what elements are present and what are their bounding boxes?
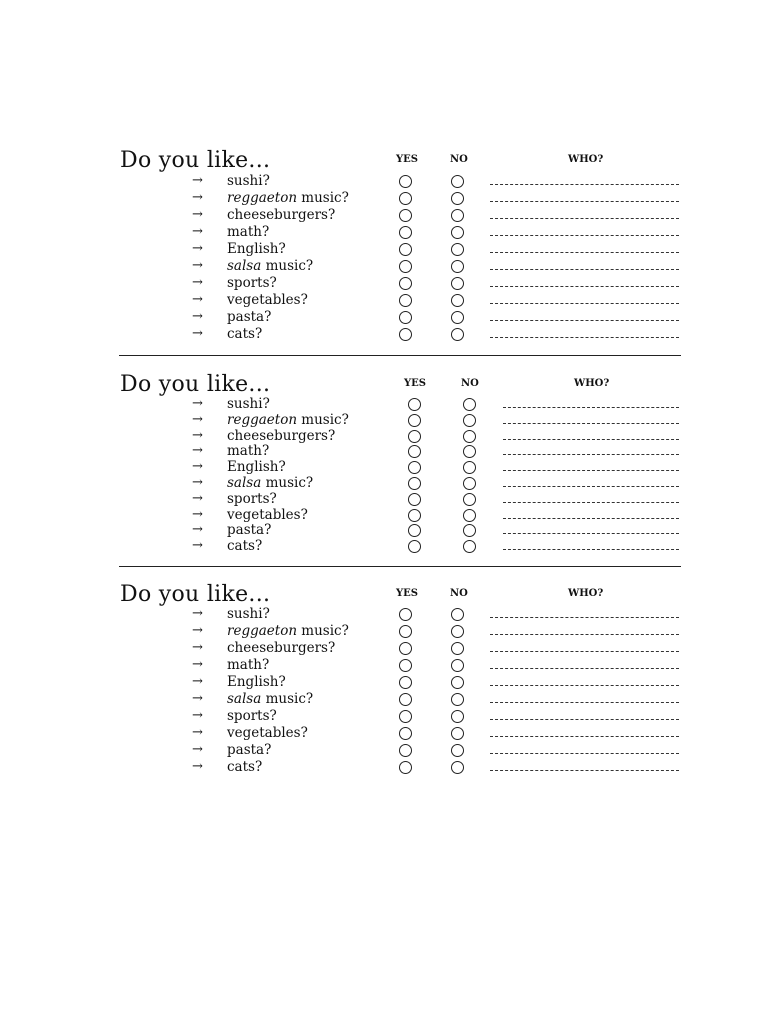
question-text	[227, 396, 270, 412]
question-label: music?	[261, 475, 314, 491]
arrow-icon: →	[192, 326, 203, 341]
question-text	[227, 326, 262, 342]
arrow-icon: →	[192, 538, 203, 554]
yes-radio[interactable]	[399, 625, 412, 638]
no-radio[interactable]	[451, 608, 464, 621]
yes-radio[interactable]	[399, 243, 412, 256]
question-label: music?	[297, 411, 349, 428]
question-row	[0, 396, 768, 413]
arrow-icon: →	[192, 411, 203, 427]
no-radio[interactable]	[451, 226, 464, 239]
arrow-icon: →	[192, 674, 203, 689]
arrow-icon: →	[192, 725, 203, 740]
yes-radio[interactable]	[399, 761, 412, 774]
who-answer-line[interactable]	[503, 533, 679, 534]
who-answer-line[interactable]	[490, 668, 679, 669]
yes-radio[interactable]	[408, 493, 421, 506]
no-column-header: NO	[461, 378, 479, 389]
question-text	[227, 443, 269, 459]
yes-radio[interactable]	[399, 226, 412, 239]
arrow-icon: →	[192, 207, 203, 222]
question-text	[227, 475, 313, 491]
no-radio[interactable]	[451, 761, 464, 774]
question-text	[227, 275, 277, 291]
who-answer-line[interactable]	[490, 269, 679, 270]
arrow-icon: →	[192, 708, 203, 723]
question-row	[0, 224, 768, 241]
question-row	[0, 640, 768, 657]
arrow-icon: →	[192, 657, 203, 672]
question-italic-word: salsa	[227, 475, 262, 491]
yes-radio[interactable]	[399, 277, 412, 290]
question-text	[227, 623, 349, 639]
no-column-header: NO	[450, 588, 468, 599]
yes-radio[interactable]	[408, 540, 421, 553]
no-radio[interactable]	[451, 744, 464, 757]
question-text	[227, 241, 286, 257]
arrow-icon: →	[192, 396, 203, 411]
no-radio[interactable]	[451, 311, 464, 324]
no-radio[interactable]	[451, 693, 464, 706]
question-row	[0, 691, 768, 708]
question-label: cheeseburgers?	[227, 640, 336, 656]
question-text	[227, 708, 277, 724]
no-radio[interactable]	[451, 642, 464, 655]
question-label: English?	[227, 459, 286, 476]
question-row	[0, 241, 768, 258]
question-label: sushi?	[227, 396, 270, 412]
who-answer-line[interactable]	[490, 184, 679, 185]
who-answer-line[interactable]	[503, 470, 679, 471]
question-label: math?	[227, 224, 270, 240]
question-text	[227, 258, 313, 274]
arrow-icon: →	[192, 459, 203, 475]
who-column-header: WHO?	[568, 588, 604, 599]
question-label: English?	[227, 241, 286, 257]
who-answer-line[interactable]	[503, 502, 679, 503]
no-radio[interactable]	[451, 243, 464, 256]
yes-radio[interactable]	[408, 398, 421, 411]
who-answer-line[interactable]	[490, 770, 679, 771]
yes-radio[interactable]	[399, 710, 412, 723]
question-row	[0, 623, 768, 640]
who-answer-line[interactable]	[490, 685, 679, 686]
who-answer-line[interactable]	[503, 486, 679, 487]
question-text	[227, 190, 349, 206]
who-answer-line[interactable]	[490, 201, 679, 202]
who-answer-line[interactable]	[490, 286, 679, 287]
question-label: cheeseburgers?	[227, 427, 336, 444]
question-row	[0, 173, 768, 190]
question-text	[227, 173, 270, 189]
question-row	[0, 507, 768, 524]
yes-radio[interactable]	[399, 693, 412, 706]
yes-radio[interactable]	[408, 461, 421, 474]
section-divider	[119, 566, 681, 567]
question-text	[227, 459, 286, 475]
arrow-icon: →	[192, 173, 203, 188]
yes-radio[interactable]	[399, 175, 412, 188]
question-text	[227, 412, 349, 428]
arrow-icon: →	[192, 691, 203, 706]
question-row	[0, 459, 768, 476]
no-radio[interactable]	[463, 430, 476, 443]
question-label: sushi?	[227, 606, 270, 622]
question-text	[227, 725, 308, 741]
no-radio[interactable]	[463, 414, 476, 427]
question-text	[227, 522, 271, 538]
section-divider	[119, 355, 681, 356]
who-answer-line[interactable]	[490, 634, 679, 635]
no-radio[interactable]	[451, 676, 464, 689]
question-italic-word: reggaeton	[227, 190, 298, 206]
question-label: pasta?	[227, 522, 272, 539]
arrow-icon: →	[192, 522, 203, 538]
question-label: pasta?	[227, 742, 272, 758]
question-row	[0, 725, 768, 742]
who-answer-line[interactable]	[503, 423, 679, 424]
who-column-header: WHO?	[574, 378, 610, 389]
no-radio[interactable]	[463, 524, 476, 537]
yes-radio[interactable]	[399, 192, 412, 205]
who-answer-line[interactable]	[503, 549, 679, 550]
question-label: music?	[297, 623, 349, 639]
question-text	[227, 491, 277, 507]
question-label: cats?	[227, 538, 263, 555]
arrow-icon: →	[192, 258, 203, 273]
question-text	[227, 207, 335, 223]
question-text	[227, 224, 269, 240]
question-label: vegetables?	[227, 292, 308, 308]
who-answer-line[interactable]	[490, 218, 679, 219]
no-radio[interactable]	[451, 328, 464, 341]
question-label: music?	[261, 691, 314, 707]
question-label: sushi?	[227, 173, 270, 189]
question-label: pasta?	[227, 309, 272, 325]
who-answer-line[interactable]	[490, 252, 679, 253]
question-row	[0, 309, 768, 326]
question-italic-word: reggaeton	[227, 623, 298, 639]
question-label: cats?	[227, 759, 263, 775]
question-label: cheeseburgers?	[227, 207, 336, 223]
arrow-icon: →	[192, 292, 203, 307]
yes-radio[interactable]	[408, 524, 421, 537]
question-row	[0, 443, 768, 460]
arrow-icon: →	[192, 275, 203, 290]
question-text	[227, 640, 335, 656]
no-radio[interactable]	[463, 477, 476, 490]
question-label: sports?	[227, 490, 277, 507]
yes-radio[interactable]	[399, 209, 412, 222]
yes-radio[interactable]	[399, 727, 412, 740]
question-label: English?	[227, 674, 286, 690]
yes-radio[interactable]	[399, 659, 412, 672]
who-answer-line[interactable]	[490, 337, 679, 338]
who-answer-line[interactable]	[503, 407, 679, 408]
who-answer-line[interactable]	[490, 736, 679, 737]
question-row	[0, 475, 768, 492]
no-radio[interactable]	[451, 260, 464, 273]
arrow-icon: →	[192, 759, 203, 774]
question-row	[0, 657, 768, 674]
who-answer-line[interactable]	[490, 702, 679, 703]
yes-radio[interactable]	[399, 744, 412, 757]
arrow-icon: →	[192, 490, 203, 506]
question-row	[0, 326, 768, 343]
yes-radio[interactable]	[399, 328, 412, 341]
question-label: sports?	[227, 708, 277, 724]
who-answer-line[interactable]	[503, 439, 679, 440]
question-label: vegetables?	[227, 506, 308, 523]
question-italic-word: reggaeton	[227, 411, 298, 428]
question-text	[227, 674, 286, 690]
question-row	[0, 275, 768, 292]
question-label: vegetables?	[227, 725, 308, 741]
who-answer-line[interactable]	[490, 753, 679, 754]
question-text	[227, 691, 313, 707]
question-row	[0, 491, 768, 508]
no-radio[interactable]	[451, 294, 464, 307]
yes-radio[interactable]	[399, 294, 412, 307]
who-column-header: WHO?	[568, 154, 604, 165]
question-row	[0, 522, 768, 539]
who-answer-line[interactable]	[490, 235, 679, 236]
no-radio[interactable]	[463, 509, 476, 522]
arrow-icon: →	[192, 427, 203, 443]
no-radio[interactable]	[451, 727, 464, 740]
question-text	[227, 742, 271, 758]
arrow-icon: →	[192, 241, 203, 256]
no-radio[interactable]	[451, 209, 464, 222]
who-answer-line[interactable]	[490, 719, 679, 720]
question-text	[227, 292, 308, 308]
question-row	[0, 428, 768, 445]
arrow-icon: →	[192, 309, 203, 324]
arrow-icon: →	[192, 506, 203, 522]
section-title: Do you like...	[120, 372, 271, 397]
question-row	[0, 412, 768, 429]
arrow-icon: →	[192, 443, 203, 459]
who-answer-line[interactable]	[503, 454, 679, 455]
no-radio[interactable]	[451, 710, 464, 723]
arrow-icon: →	[192, 742, 203, 757]
no-radio[interactable]	[463, 461, 476, 474]
question-label: music?	[297, 190, 349, 206]
who-answer-line[interactable]	[490, 651, 679, 652]
no-radio[interactable]	[463, 445, 476, 458]
no-radio[interactable]	[451, 192, 464, 205]
question-row	[0, 207, 768, 224]
no-column-header: NO	[450, 154, 468, 165]
arrow-icon: →	[192, 640, 203, 655]
question-label: math?	[227, 443, 270, 460]
arrow-icon: →	[192, 606, 203, 621]
yes-radio[interactable]	[399, 311, 412, 324]
question-text	[227, 657, 269, 673]
arrow-icon: →	[192, 224, 203, 239]
question-row	[0, 759, 768, 776]
no-radio[interactable]	[463, 398, 476, 411]
section-title: Do you like...	[120, 148, 271, 173]
question-text	[227, 309, 271, 325]
who-answer-line[interactable]	[490, 617, 679, 618]
no-radio[interactable]	[463, 493, 476, 506]
yes-radio[interactable]	[408, 414, 421, 427]
arrow-icon: →	[192, 190, 203, 205]
arrow-icon: →	[192, 623, 203, 638]
no-radio[interactable]	[451, 659, 464, 672]
question-row	[0, 606, 768, 623]
no-radio[interactable]	[451, 625, 464, 638]
yes-radio[interactable]	[399, 642, 412, 655]
yes-column-header: YES	[396, 154, 418, 165]
yes-radio[interactable]	[399, 608, 412, 621]
no-radio[interactable]	[451, 277, 464, 290]
arrow-icon: →	[192, 475, 203, 490]
question-row	[0, 258, 768, 275]
question-italic-word: salsa	[227, 258, 262, 274]
question-text	[227, 507, 308, 523]
question-text	[227, 759, 262, 775]
yes-radio[interactable]	[408, 445, 421, 458]
who-answer-line[interactable]	[503, 518, 679, 519]
yes-column-header: YES	[404, 378, 426, 389]
yes-column-header: YES	[396, 588, 418, 599]
question-text	[227, 606, 270, 622]
yes-radio[interactable]	[408, 430, 421, 443]
question-row	[0, 742, 768, 759]
question-row	[0, 190, 768, 207]
who-answer-line[interactable]	[490, 320, 679, 321]
question-label: sports?	[227, 275, 277, 291]
no-radio[interactable]	[451, 175, 464, 188]
question-row	[0, 708, 768, 725]
question-label: cats?	[227, 326, 263, 342]
yes-radio[interactable]	[408, 509, 421, 522]
question-row	[0, 292, 768, 309]
yes-radio[interactable]	[399, 260, 412, 273]
who-answer-line[interactable]	[490, 303, 679, 304]
section-title: Do you like...	[120, 582, 271, 607]
question-text	[227, 428, 335, 444]
question-row	[0, 538, 768, 555]
question-label: math?	[227, 657, 270, 673]
question-text	[227, 538, 262, 554]
yes-radio[interactable]	[399, 676, 412, 689]
question-italic-word: salsa	[227, 691, 262, 707]
question-label: music?	[261, 258, 314, 274]
yes-radio[interactable]	[408, 477, 421, 490]
question-row	[0, 674, 768, 691]
no-radio[interactable]	[463, 540, 476, 553]
